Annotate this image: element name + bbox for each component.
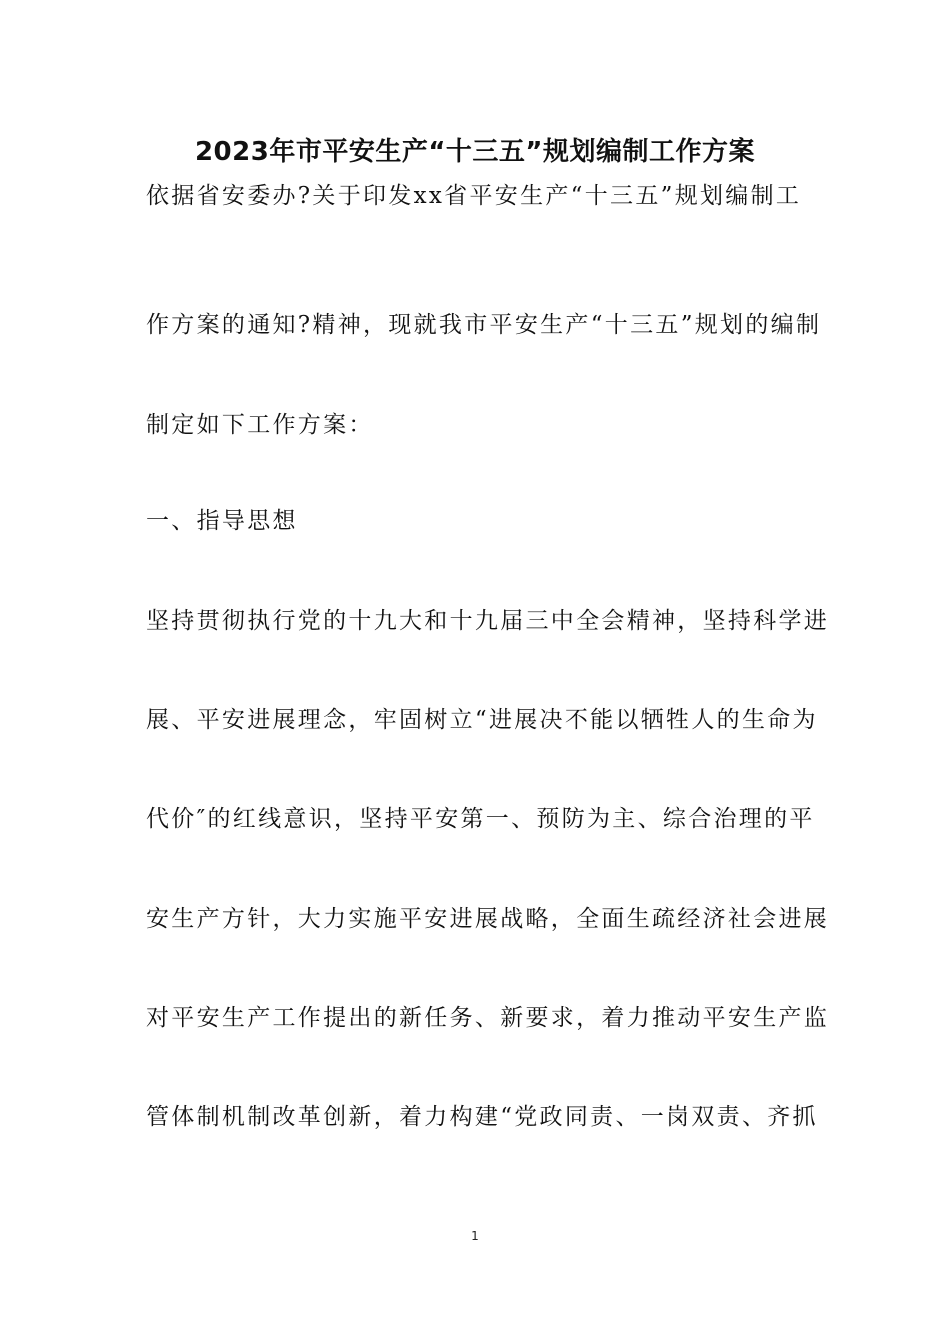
paragraph-line: 管体制机制改革创新，着力构建“党政同责、一岗双责、齐抓 [146, 1104, 818, 1130]
page-title: 2023年市平安生产“十三五”规划编制工作方案 [194, 137, 756, 167]
paragraph-line: 作方案的通知?精神，现就我市平安生产“十三五”规划的编制 [146, 312, 822, 338]
paragraph-line: 制定如下工作方案： [146, 412, 374, 438]
paragraph-line: 代价″的红线意识，坚持平安第一、预防为主、综合治理的平 [146, 806, 815, 832]
paragraph-line: 坚持贯彻执行党的十九大和十九届三中全会精神，坚持科学进 [146, 608, 830, 634]
paragraph-line: 展、平安进展理念，牢固树立“进展决不能以牺牲人的生命为 [146, 707, 818, 733]
section-heading: 一、指导思想 [146, 508, 298, 534]
paragraph-line: 对平安生产工作提出的新任务、新要求，着力推动平安生产监 [146, 1005, 830, 1031]
paragraph-line: 安生产方针，大力实施平安进展战略，全面生疏经济社会进展 [146, 906, 830, 932]
page-number: 1 [471, 1229, 479, 1243]
paragraph-line: 依据省安委办?关于印发xx省平安生产“十三五”规划编制工 [146, 183, 802, 209]
